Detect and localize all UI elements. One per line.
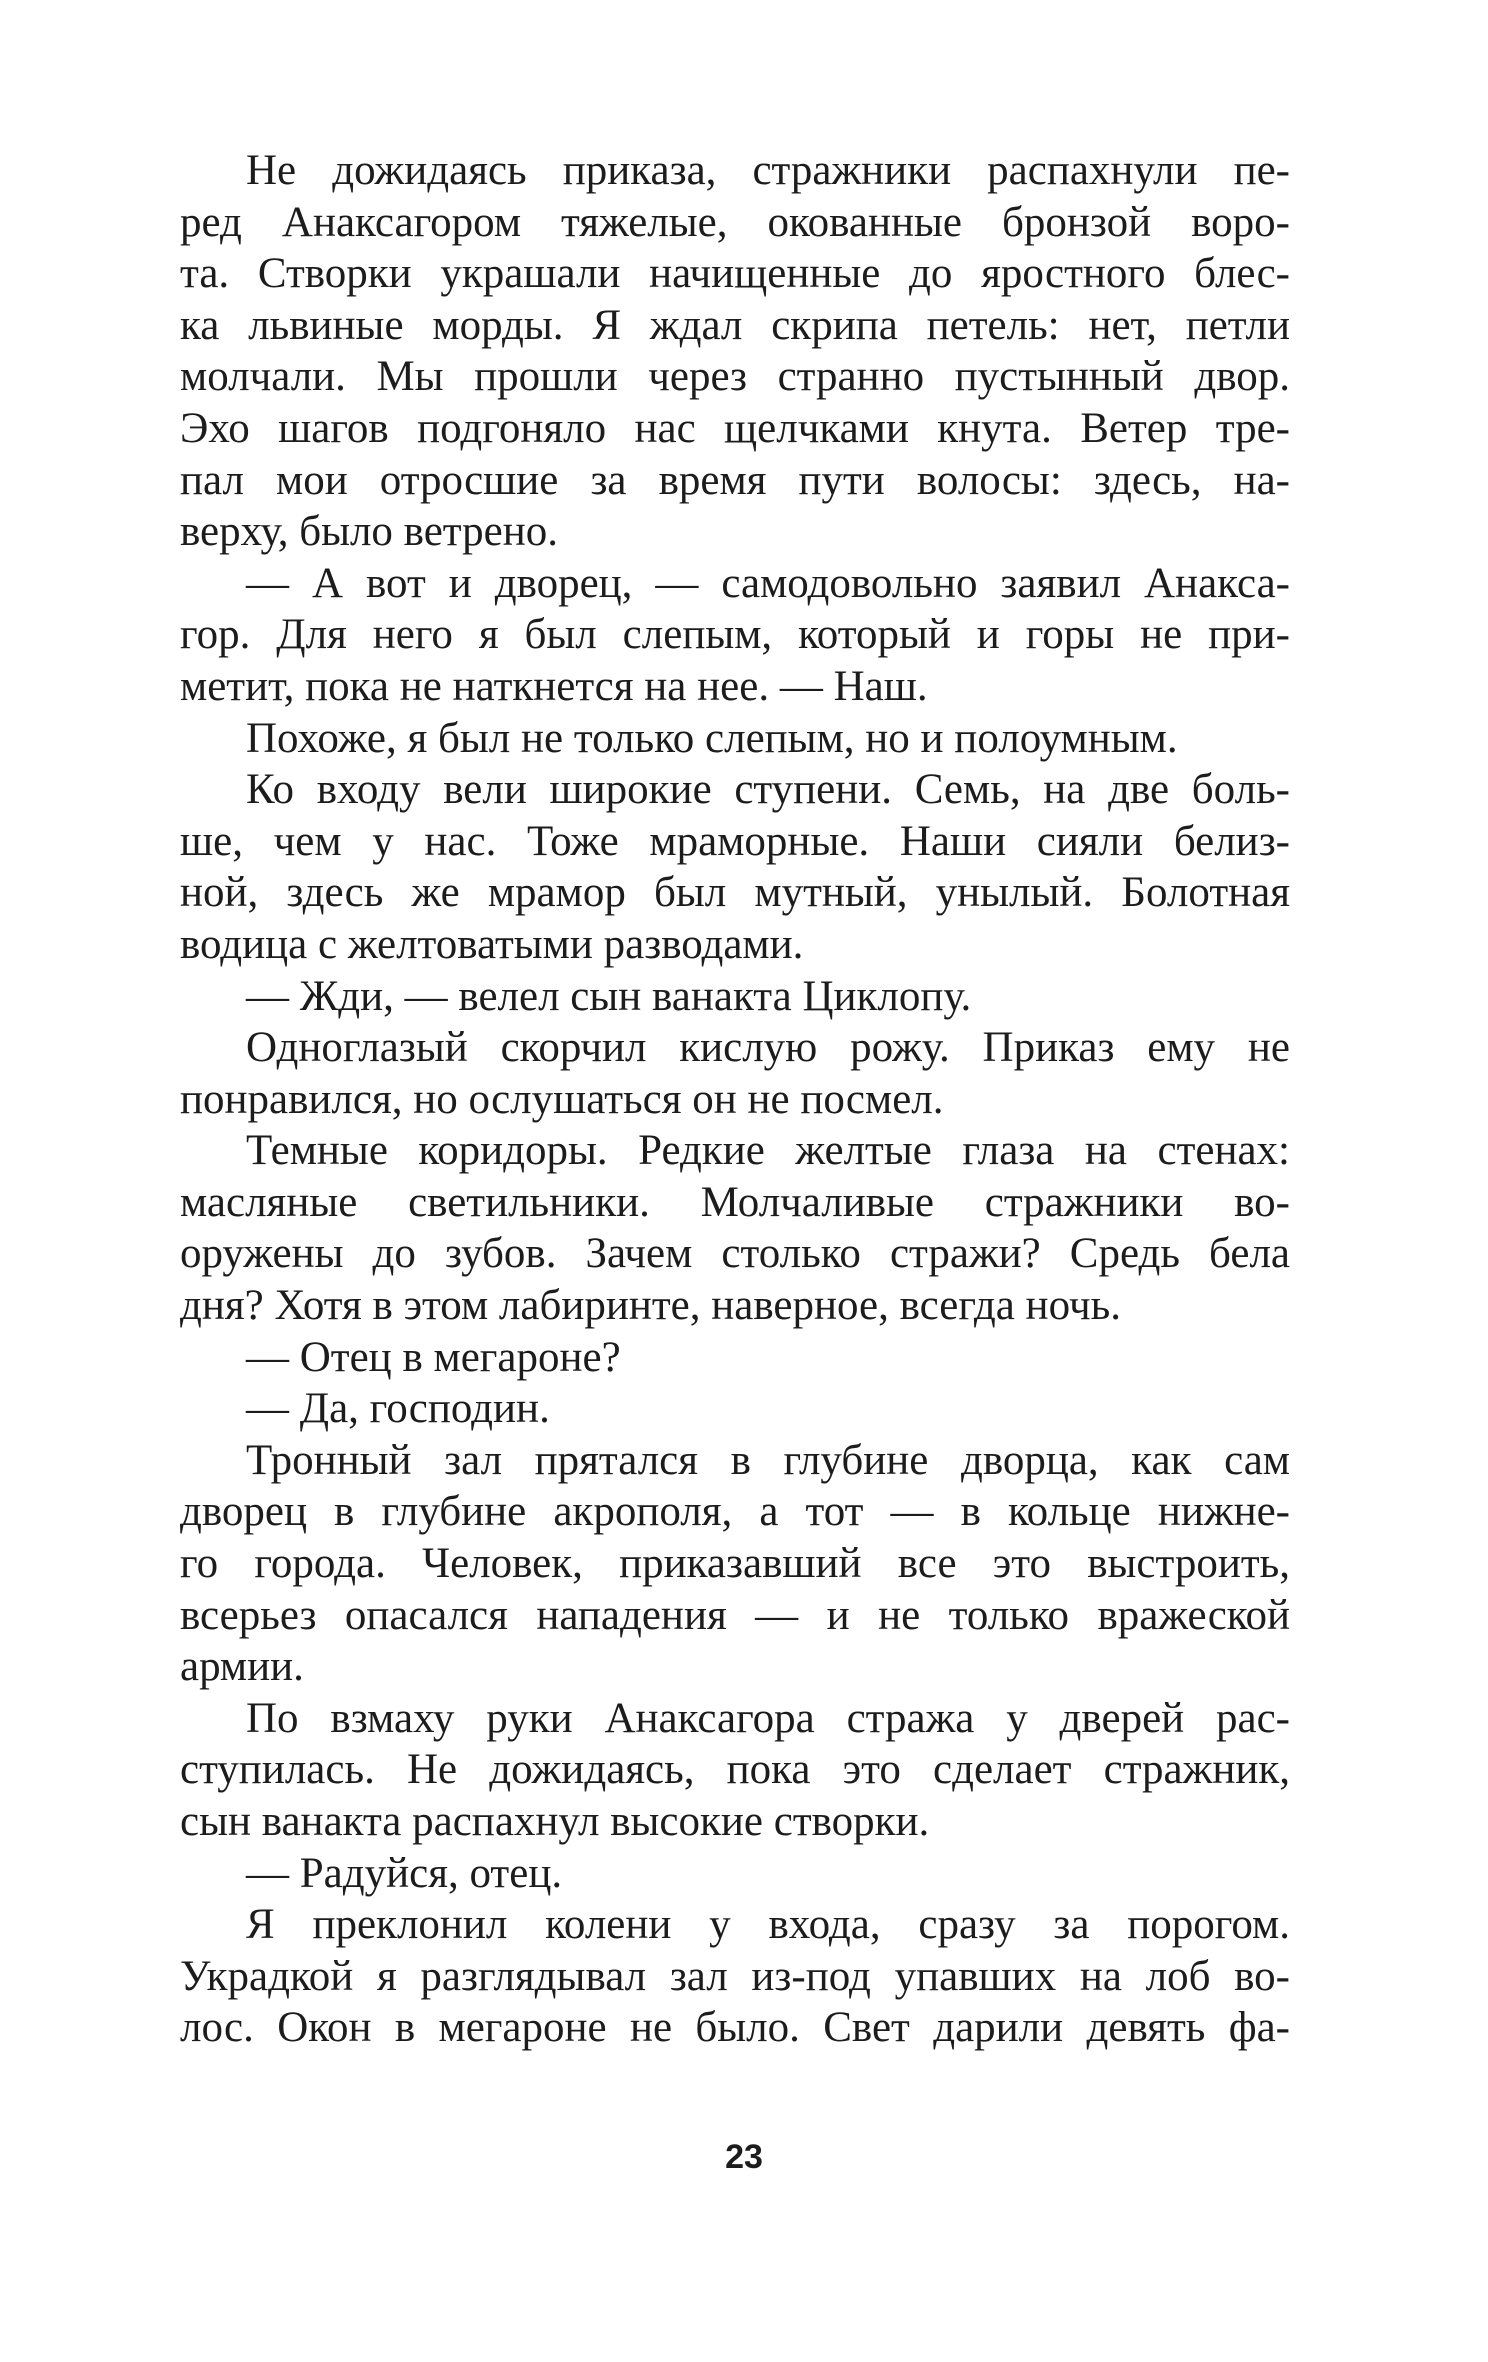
text-line: та. Створки украшали начищенные до яростного блес- (180, 250, 1290, 298)
text-line: сын ванакта распахнул высокие створки. (180, 1798, 930, 1845)
text-line: Темные коридоры. Редкие желтые глаза на стенах: (246, 1127, 1290, 1175)
text-line: оружены до зубов. Зачем столько стражи? Средь бела (180, 1230, 1290, 1278)
text-line: Одноглазый скорчил кислую рожу. Приказ ему не (246, 1024, 1290, 1072)
text-line: ступилась. Не дожидаясь, пока это сделает стражник, (180, 1746, 1290, 1794)
text-line: дня? Хотя в этом лабиринте, наверное, всегда ночь. (180, 1282, 1121, 1330)
text-line: понравился, но ослушаться он не посмел. (180, 1075, 944, 1123)
text-line: ше, чем у нас. Тоже мраморные. Наши сияли белиз- (180, 817, 1290, 865)
text-line: Эхо шагов подгоняло нас щелчками кнута. Ветер тре- (180, 404, 1290, 452)
text-line: — Радуйся, отец. (246, 1849, 563, 1897)
text-line: водица с желтоватыми разводами. (180, 920, 804, 968)
text-line: Не дожидаясь приказа, стражники распахнули пе- (246, 147, 1290, 194)
text-line: — А вот и дворец, — самодовольно заявил Анакса- (246, 559, 1290, 607)
text-line: — Жди, — велел сын ванакта Циклопу. (246, 972, 972, 1020)
text-line: лос. Окон в мегароне не было. Свет дарили девять фа- (180, 2004, 1290, 2052)
text-line: верху, было ветрено. (180, 508, 558, 556)
text-line: Украдкой я разглядывал зал из-под упавших на лоб во- (180, 1952, 1290, 2000)
text-line: ред Анаксагором тяжелые, окованные бронзой воро- (180, 198, 1290, 246)
body-text (180, 145, 1290, 2054)
text-line: Ко входу вели широкие ступени. Семь, на две боль- (246, 766, 1290, 814)
text-line: пал мои отросшие за время пути волосы: здесь, на- (180, 456, 1290, 504)
text-line: всерьез опасался нападения — и не только вражеской (180, 1591, 1290, 1639)
text-line: армии. (180, 1643, 304, 1691)
text-line: молчали. Мы прошли через странно пустынный двор. (180, 353, 1290, 401)
text-line: — Да, господин. (246, 1385, 550, 1433)
text-line: Я преклонил колени у входа, сразу за порогом. (246, 1901, 1290, 1949)
text-line: дворец в глубине акрополя, а тот — в кольце нижне- (180, 1488, 1290, 1536)
page-number: 23 (725, 2138, 763, 2176)
text-line: гор. Для него я был слепым, который и горы не при- (180, 611, 1290, 659)
text-line: го города. Человек, приказавший все это выстроить, (180, 1540, 1290, 1588)
text-line: Похоже, я был не только слепым, но и полоумным. (246, 714, 1178, 762)
text-line: масляные светильники. Молчаливые стражники во- (180, 1178, 1290, 1226)
text-line: Тронный зал прятался в глубине дворца, как сам (246, 1436, 1290, 1484)
text-line: ной, здесь же мрамор был мутный, унылый. Болотная (180, 869, 1290, 917)
text-line: ка львиные морды. Я ждал скрипа петель: нет, петли (180, 301, 1290, 349)
text-line: метит, пока не наткнется на нее. — Наш. (180, 662, 928, 710)
text-line: — Отец в мегароне? (246, 1333, 621, 1381)
text-line: По взмаху руки Анаксагора стража у дверей рас- (246, 1694, 1290, 1742)
